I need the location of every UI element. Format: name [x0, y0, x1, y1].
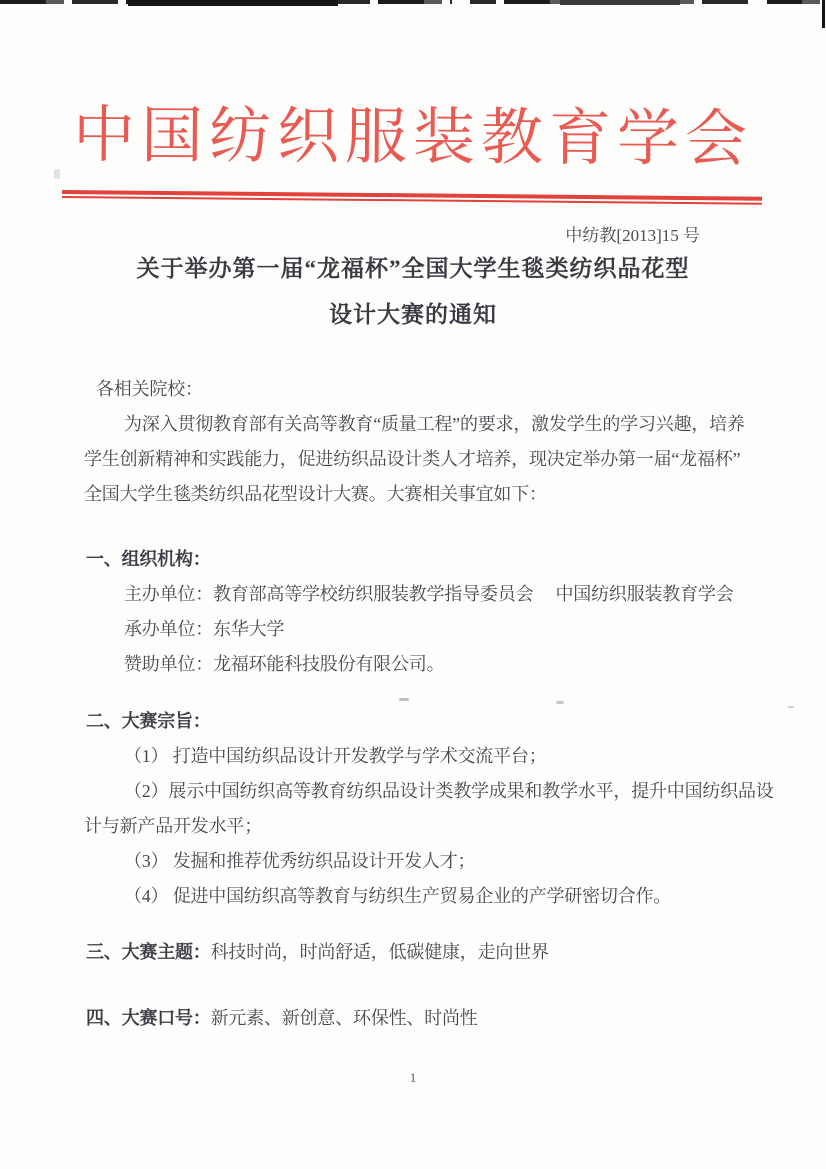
scan-artifact-speck: [399, 698, 409, 701]
scan-artifact-top-edge: [128, 0, 338, 6]
scan-artifact-top-edge: [452, 0, 470, 5]
section-heading-organization: 一、组织机构：: [86, 549, 211, 569]
section-slogan-content: 新元素、新创意、环保性、时尚性: [210, 1008, 478, 1028]
document-title-line-1: 关于举办第一届“龙福杯”全国大学生毯类纺织品花型: [136, 256, 690, 281]
scan-artifact-top-edge: [0, 0, 826, 4]
section-heading-slogan: 四、大赛口号：: [86, 1008, 211, 1028]
purpose-item-3: （3） 发掘和推荐优秀纺织品设计开发人才；: [124, 851, 476, 871]
scan-artifact-right-edge: [822, 0, 825, 28]
section-theme-content: 科技时尚，时尚舒适，低碳健康，走向世界: [210, 942, 549, 962]
document-title-line-2: 设计大赛的通知: [329, 302, 497, 327]
organization-letterhead: 中国纺织服装教育学会: [72, 101, 754, 175]
org-item-sponsor: 赞助单位：龙福环能科技股份有限公司。: [124, 654, 445, 674]
scan-artifact-speck: [788, 706, 794, 708]
org-item-organizer: 承办单位：东华大学: [124, 619, 285, 639]
section-heading-purpose: 二、大赛宗旨：: [86, 711, 211, 731]
scan-artifact-top-edge: [755, 0, 767, 5]
page-number: 1: [409, 1070, 417, 1085]
intro-paragraph-line: 为深入贯彻教育部有关高等教育“质量工程”的要求，激发学生的学习兴趣，培养: [124, 414, 745, 434]
section-theme-line: [0, 935, 826, 970]
purpose-item-2-continuation: 计与新产品开发水平；: [84, 816, 262, 836]
salutation: 各相关院校：: [96, 379, 203, 399]
section-slogan-line: [0, 1001, 826, 1036]
letterhead-divider-rule: [62, 190, 762, 205]
section-heading-theme: 三、大赛主题：: [86, 942, 211, 962]
document-reference-number: 中纺教[2013]15 号: [565, 226, 700, 245]
scan-artifact-speck: [556, 701, 564, 704]
purpose-item-1: （1） 打造中国纺织品设计开发教学与学术交流平台；: [124, 746, 547, 766]
scan-artifact-top-edge: [560, 0, 680, 5]
purpose-item-4: （4） 促进中国纺织高等教育与纺织生产贸易企业的产学研密切合作。: [124, 886, 672, 906]
intro-paragraph-line: 全国大学生毯类纺织品花型设计大赛。大赛相关事宜如下：: [84, 484, 547, 504]
org-item-host: 主办单位：教育部高等学校纺织服装教学指导委员会 中国纺织服装教育学会: [124, 584, 734, 604]
purpose-item-2: （2）展示中国纺织高等教育纺织品设计类教学成果和教学水平，提升中国纺织品设: [124, 781, 774, 801]
intro-paragraph-line: 学生创新精神和实践能力，促进纺织品设计类人才培养，现决定举办第一届“龙福杯”: [84, 449, 741, 469]
